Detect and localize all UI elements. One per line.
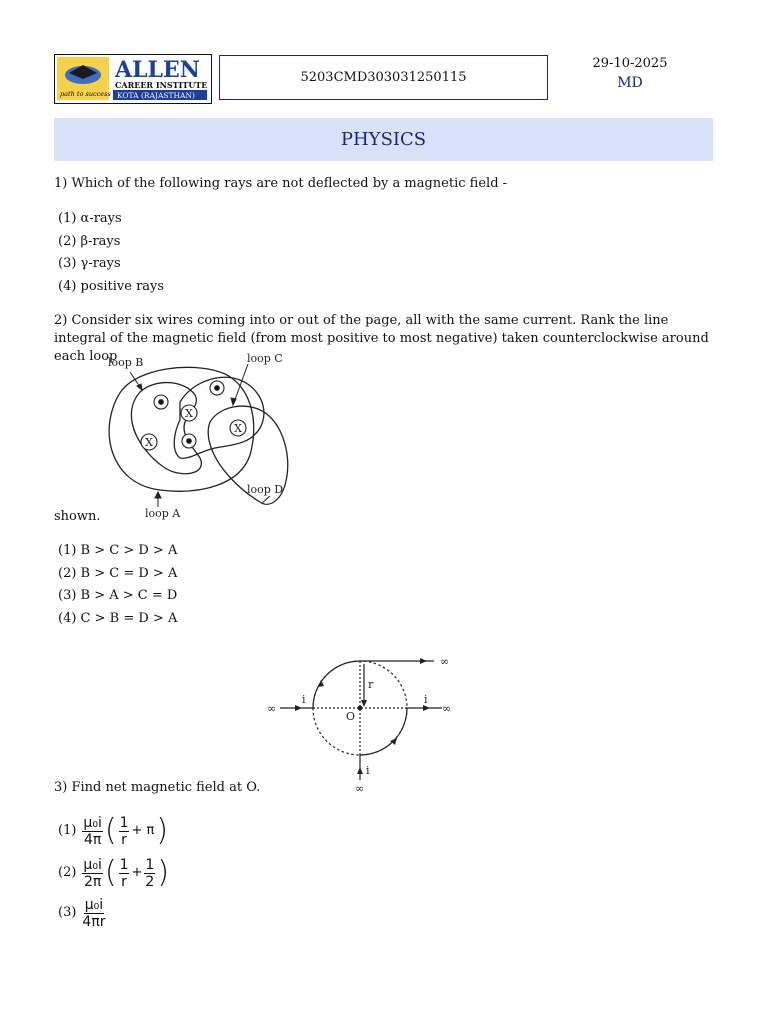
cross-mark-2: X <box>145 436 153 449</box>
q1-option-1: (1) α-rays <box>58 211 122 226</box>
paper-code: 5203CMD303031250115 <box>300 70 467 85</box>
q3-option-3-fraction: $\frac{\text{μ₀i}}{4\pi r}$ <box>82 896 106 930</box>
logo-name: ALLEN <box>115 57 200 83</box>
circuit-figure <box>262 650 462 795</box>
loops-figure <box>100 350 300 520</box>
arc-bottom-right <box>360 708 407 755</box>
q2-option-4: (4) C > B = D > A <box>58 611 178 626</box>
q3-option-2-label: (2) <box>58 865 77 880</box>
q3-option-1: (1) $\frac{\text{μ₀i}}{4\pi}$ ( $\frac{1}{r}$ + π ) <box>58 813 169 848</box>
q3-option-2: (2) $\frac{\text{μ₀i}}{2\pi}$ ( $\frac{1}{r}$ + $\frac{1}{2}$ ) <box>58 855 170 890</box>
label-loop-c: loop C <box>247 352 283 365</box>
center-point <box>358 706 363 711</box>
q1-option-3: (3) γ-rays <box>58 256 121 271</box>
subject-title: PHYSICS <box>340 129 427 150</box>
current-right: i <box>424 693 428 706</box>
q1-option-4: (4) positive rays <box>58 279 165 294</box>
q3-option-2-fraction: $\frac{\text{μ₀i}}{2\pi}$ <box>83 856 102 890</box>
logo-subtitle: CAREER INSTITUTE <box>115 80 208 90</box>
loop-b <box>131 383 201 474</box>
center-label: O <box>346 710 356 723</box>
q2-option-1: (1) B > C > D > A <box>58 543 178 558</box>
question-2-text: 2) Consider six wires coming into or out of the page, all with the same current. Rank the line integral of the magnetic field (from most positive to most negative) taken counterclockwise around each loop <box>54 313 709 364</box>
logo-tagline: path to success <box>60 90 111 98</box>
infinity-top: ∞ <box>440 655 450 668</box>
arrow-arc-1 <box>318 680 324 687</box>
allen-logo <box>54 54 212 104</box>
question-1-text: 1) Which of the following rays are not deflected by a magnetic field - <box>54 176 508 191</box>
arrow-left <box>295 705 302 711</box>
q2-option-2: (2) B > C = D > A <box>58 566 178 581</box>
logo-location: KOTA (RAJASTHAN) <box>117 91 195 100</box>
question-2-text-tail: shown. <box>54 509 101 524</box>
cross-mark-1: X <box>185 407 193 420</box>
infinity-bottom: ∞ <box>355 782 365 795</box>
paper-code-box <box>219 55 548 100</box>
current-left: i <box>302 693 306 706</box>
current-bottom: i <box>366 764 370 777</box>
q3-option-3 <box>58 893 106 933</box>
label-loop-b: loop B <box>108 356 144 369</box>
arrow-radius <box>361 700 367 707</box>
radius-label: r <box>368 678 374 691</box>
subject-bar <box>54 118 713 161</box>
allen-logo-graphic <box>55 55 210 102</box>
exam-date: 29-10-2025 <box>592 56 668 71</box>
cross-mark-3: X <box>234 422 242 435</box>
q3-option-3-label: (3) <box>58 905 77 920</box>
infinity-right: ∞ <box>442 702 452 715</box>
label-loop-d: loop D <box>247 483 284 496</box>
q3-option-1-fraction: $\frac{\text{μ₀i}}{4\pi}$ <box>83 814 102 848</box>
q2-option-3: (3) B > A > C = D <box>58 588 178 603</box>
infinity-left: ∞ <box>267 702 277 715</box>
arrow-bottom <box>357 767 363 774</box>
question-3-text: 3) Find net magnetic field at O. <box>54 780 261 795</box>
q1-option-2: (2) β-rays <box>58 234 121 249</box>
exam-shift: MD <box>617 75 643 91</box>
label-loop-a: loop A <box>145 507 181 520</box>
arrow-top <box>420 658 427 664</box>
q3-option-1-label: (1) <box>58 823 77 838</box>
